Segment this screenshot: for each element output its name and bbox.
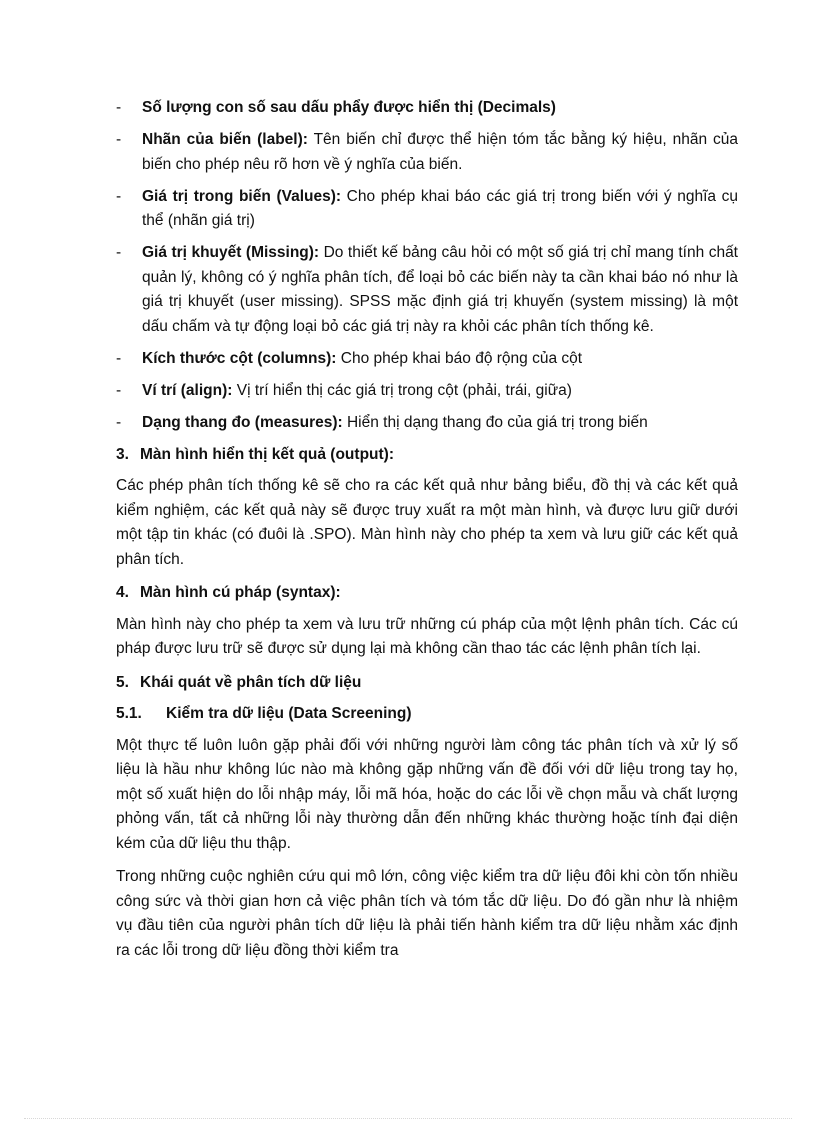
bullet-dash: - <box>116 381 122 399</box>
bullet-desc: Tên biến chỉ được thể hiện tóm tắc bằng ký hiệu, nhãn của biến cho phép nêu rõ hơn về ý nghĩa của biến. <box>142 131 738 173</box>
bullet-align <box>116 379 738 404</box>
section-5-1-heading <box>116 702 738 727</box>
bullet-label <box>116 128 738 177</box>
section-number: 5.1. <box>116 705 142 722</box>
bullet-term: Số lượng con số sau dấu phẩy được hiển thị (Decimals) <box>142 99 556 116</box>
bullet-dash: - <box>116 131 122 148</box>
bullet-desc: Vị trí hiển thị các giá trị trong cột (phải, trái, giữa) <box>232 381 572 399</box>
section-4-paragraph: Màn hình này cho phép ta xem và lưu trữ những cú pháp của một lệnh phân tích. Các cú pháp được lưu trữ sẽ được sử dụng lại mà không cần thao tác các lệnh phân tích lại. <box>116 615 738 657</box>
bullet-term: Giá trị trong biến (Values): <box>142 187 342 205</box>
section-3-paragraph: Các phép phân tích thống kê sẽ cho ra các kết quả như bảng biểu, đồ thị và các kết quả kiểm nghiệm, các kết quả này sẽ được truy xuất ra một màn hình, và được lưu giữ dưới một tập tin khác (có đuôi là .SPO). Màn hình này cho phép ta xem và lưu giữ các kết quả phân tích. <box>116 477 738 568</box>
section-4-heading <box>116 581 738 606</box>
bullet-term: Nhãn của biến (label): <box>142 131 308 148</box>
bullet-dash: - <box>116 413 122 431</box>
bullet-desc: Cho phép khai báo các giá trị trong biến với ý nghĩa cụ thể (nhãn giá trị) <box>142 187 738 229</box>
bullet-term: Giá trị khuyết (Missing): <box>142 244 320 261</box>
bullet-dash: - <box>116 99 122 116</box>
section-number: 5. <box>116 673 129 691</box>
section-3-heading <box>116 443 738 468</box>
section-title: Màn hình cú pháp (syntax): <box>140 584 341 601</box>
bullet-columns <box>116 347 738 372</box>
bullet-desc: Hiển thị dạng thang đo của giá trị trong biến <box>342 413 648 431</box>
page-bottom-divider <box>24 1118 792 1119</box>
bullet-dash: - <box>116 244 122 261</box>
section-number: 3. <box>116 445 129 463</box>
bullet-term: Dạng thang đo (measures): <box>142 413 343 431</box>
section-title: Màn hình hiển thị kết quả (output): <box>140 445 394 463</box>
bullet-dash: - <box>116 349 122 367</box>
bullet-measures <box>116 411 738 436</box>
section-number: 4. <box>116 584 129 601</box>
section-title: Khái quát về phân tích dữ liệu <box>140 673 362 691</box>
section-title: Kiểm tra dữ liệu (Data Screening) <box>166 705 412 722</box>
bullet-term: Kích thước cột (columns): <box>142 349 337 367</box>
bullet-dash: - <box>116 187 122 205</box>
bullet-desc: Cho phép khai báo độ rộng của cột <box>336 349 583 367</box>
bullet-desc: Do thiết kế bảng câu hỏi có một số giá trị chỉ mang tính chất quản lý, không có ý nghĩa phân tích, để loại bỏ các biến này ta cần khai báo nó như là giá trị khuyết (user missing). SPSS mặc định giá trị khuyến (system missing) là một dấu chấm và tự động loại bỏ các giá trị này ra khỏi các phân tích thống kê. <box>142 244 738 335</box>
section-5-heading <box>116 671 738 696</box>
document-page <box>116 96 738 972</box>
bullet-missing <box>116 241 738 339</box>
section-5-1-paragraph-2: Trong những cuộc nghiên cứu qui mô lớn, công việc kiểm tra dữ liệu đôi khi còn tốn nhiều công sức và thời gian hơn cả việc phân tích và tóm tắc dữ liệu. Do đó gần như là nhiệm vụ đầu tiên của người phân tích dữ liệu là phải tiến hành kiểm tra dữ liệu nhằm xác định ra các lỗi trong dữ liệu đồng thời kiểm tra <box>116 868 738 959</box>
bullet-term: Ví trí (align): <box>142 381 233 399</box>
bullet-values <box>116 185 738 234</box>
bullet-decimals <box>116 96 738 121</box>
section-5-1-paragraph-1: Một thực tế luôn luôn gặp phải đối với những người làm công tác phân tích và xử lý số liệu là hầu như không lúc nào mà không gặp những vấn đề đối với dữ liệu trong tay họ, một số xuất hiện do lỗi nhập máy, lỗi mã hóa, hoặc do các lỗi về chọn mẫu và chất lượng phỏng vấn, tất cả những lỗi này thường dẫn đến những khác thường hoặc tính đại diện kém của dữ liệu thu thập. <box>116 736 738 852</box>
